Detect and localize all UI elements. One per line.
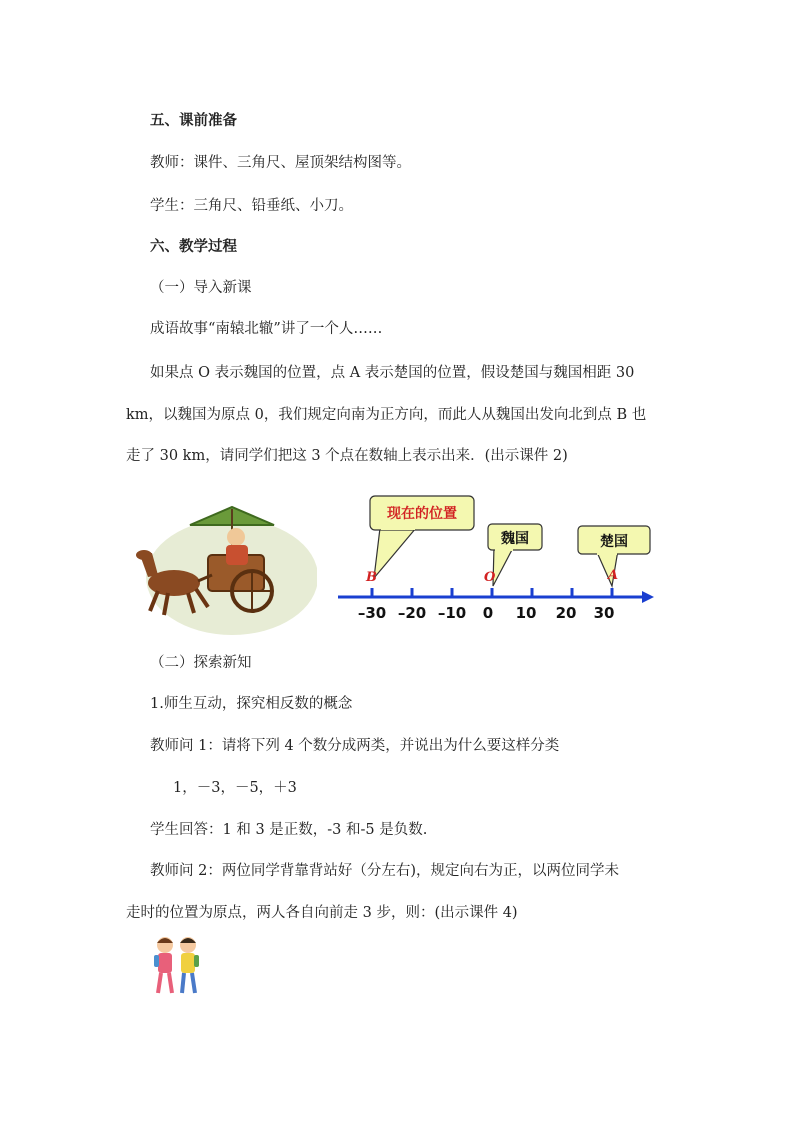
tick-label-10: 10 (515, 604, 537, 622)
paragraph-line-3: 走了 30 km，请同学们把这 3 个点在数轴上表示出来．(出示课件 2) (126, 448, 568, 464)
teacher-question-2-line-1: 教师问 2：两位同学背靠背站好（分左右)，规定向右为正，以两位同学未 (150, 863, 619, 879)
number-line-diagram (330, 492, 660, 627)
point-label-b: B (366, 570, 377, 585)
tick-label-0: 0 (482, 604, 494, 622)
story-line: 成语故事“南辕北辙”讲了一个人…… (150, 321, 383, 337)
subsection-intro: （一）导入新课 (150, 280, 252, 296)
number-list: 1，－3，－5，＋3 (173, 780, 297, 796)
chariot-illustration (132, 495, 317, 635)
item-1-heading: 1.师生互动，探究相反数的概念 (150, 696, 353, 712)
callout-text-chu: 楚国 (600, 534, 628, 550)
callout-wei (488, 524, 542, 586)
student-materials: 学生：三角尺、铅垂纸、小刀。 (150, 198, 353, 214)
student-answer: 学生回答：1 和 3 是正数，-3 和-5 是负数. (150, 822, 428, 838)
tick-label-neg30: –30 (357, 604, 387, 622)
paragraph-line-2: km，以魏国为原点 0，我们规定向南为正方向，而此人从魏国出发向北到点 B 也 (126, 407, 647, 423)
teacher-question-2-line-2: 走时的位置为原点，两人各自向前走 3 步，则：(出示课件 4) (126, 905, 518, 921)
callout-text-current: 现在的位置 (387, 506, 457, 522)
point-label-a: A (608, 568, 619, 583)
subsection-explore: （二）探索新知 (150, 655, 252, 671)
tick-label-neg10: –10 (437, 604, 467, 622)
section-heading-process: 六、教学过程 (150, 238, 237, 255)
tick-label-neg20: –20 (397, 604, 427, 622)
students-illustration (150, 933, 205, 1003)
callout-current-position (370, 496, 474, 578)
point-label-o: O (484, 570, 496, 585)
paragraph-line-1: 如果点 O 表示魏国的位置，点 A 表示楚国的位置，假设楚国与魏国相距 30 (150, 365, 635, 381)
tick-label-30: 30 (593, 604, 615, 622)
tick-label-20: 20 (555, 604, 577, 622)
teacher-question-1: 教师问 1：请将下列 4 个数分成两类，并说出为什么要这样分类 (150, 738, 560, 754)
teacher-materials: 教师：课件、三角尺、屋顶架结构图等。 (150, 155, 411, 171)
axis-arrow-icon (642, 591, 654, 603)
callout-text-wei: 魏国 (501, 531, 529, 547)
section-heading-preparation: 五、课前准备 (150, 112, 237, 129)
